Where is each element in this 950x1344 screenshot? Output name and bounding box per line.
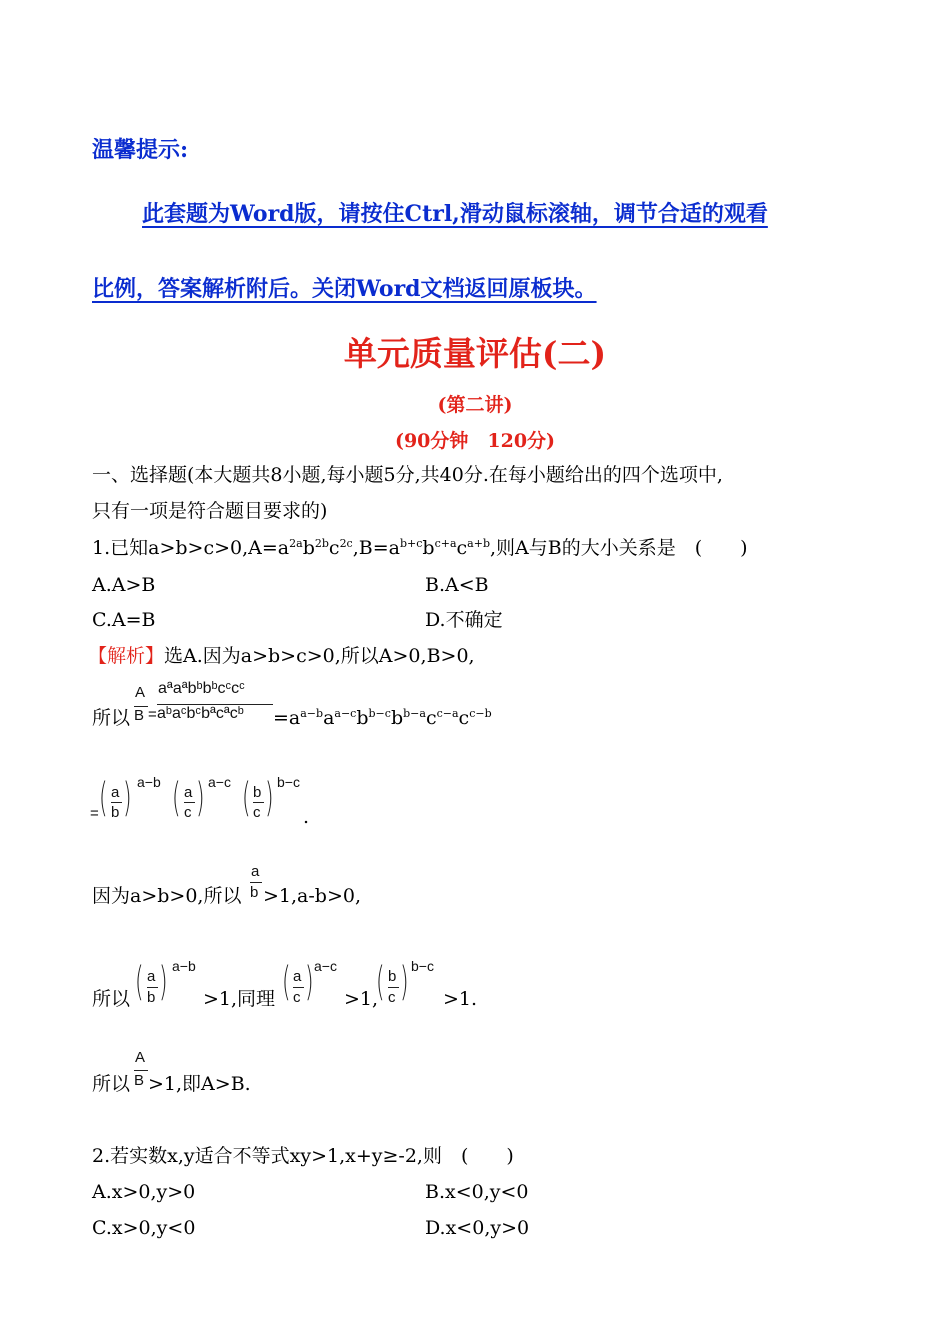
paren-left: ( bbox=[135, 959, 144, 1005]
num-a: a bbox=[184, 784, 193, 801]
paren-right: ) bbox=[265, 775, 274, 821]
num-b: b bbox=[388, 968, 397, 985]
question-2-stem: 2.若实数x,y适合不等式xy>1,x+y≥-2,则 ( ) bbox=[92, 1145, 514, 1167]
exp-b-minus-c: b−c bbox=[277, 774, 300, 790]
lecture-subtitle: (第二讲) bbox=[437, 394, 513, 416]
den-c: c bbox=[388, 987, 399, 1005]
question-1-stem: 1.已知$a>b>c>0,A=a^{2a}b^{2b}c^{2c},B=a^{b+c}b^{c+a}c^{a+b}$,则A与B的大小关系是 ( ) bbox=[92, 537, 748, 559]
section-intro-line-2: 只有一项是符合题目要求的) bbox=[92, 500, 328, 522]
num-a: a bbox=[293, 968, 302, 985]
paren-right: ) bbox=[159, 959, 168, 1005]
paren-left: ( bbox=[282, 959, 291, 1005]
gt-one-comma: >1, bbox=[344, 988, 379, 1010]
exp-a-minus-b: a−b bbox=[137, 774, 161, 790]
gt-one-period: >1. bbox=[443, 988, 478, 1010]
q2-option-c: C.x>0,y<0 bbox=[92, 1217, 196, 1239]
paren-left: ( bbox=[376, 959, 385, 1005]
q1-solution-line: 【解析】选A.因为a>b>c>0,所以A>0,B>0, bbox=[88, 645, 475, 667]
q1-option-c: C.A=B bbox=[92, 609, 156, 631]
exp-a-minus-c: a−c bbox=[208, 774, 231, 790]
den-c: c bbox=[253, 802, 264, 820]
frac-B-den: B bbox=[134, 706, 148, 723]
q1-option-d: D.不确定 bbox=[425, 609, 503, 631]
frac-equals: = bbox=[148, 706, 157, 723]
time-score: (90分钟 120分) bbox=[394, 430, 556, 452]
num-a: a bbox=[111, 784, 120, 801]
q1-expanded-result: $=a^{a-b}a^{a-c}b^{b-c}b^{b-a}c^{c-a}c^{c-b}$ bbox=[273, 707, 492, 729]
frac-B-den: B bbox=[134, 1070, 148, 1088]
paren-left: ( bbox=[172, 775, 181, 821]
frac-A-num: A bbox=[135, 684, 146, 701]
tip-line-1: 此套题为Word版，请按住Ctrl,滑动鼠标滚轴，调节合适的观看 bbox=[142, 201, 768, 227]
q1-so-label-3: 所以 bbox=[92, 1073, 131, 1095]
q1-because-end: >1,a-b>0, bbox=[263, 885, 362, 907]
paren-right: ) bbox=[123, 775, 132, 821]
frac-big-denominator: aᵇaᶜbᶜbªcªcᵇ bbox=[157, 704, 273, 722]
q2-option-b: B.x<0,y<0 bbox=[425, 1181, 529, 1203]
paren-right: ) bbox=[400, 959, 409, 1005]
q2-option-d: D.x<0,y>0 bbox=[425, 1217, 530, 1239]
q1-conclusion: >1,即A>B. bbox=[148, 1073, 251, 1095]
section-intro-line-1: 一、选择题(本大题共8小题,每小题5分,共40分.在每小题给出的四个选项中, bbox=[92, 464, 723, 486]
exp-b-minus-c: b−c bbox=[411, 958, 434, 974]
num-a: a bbox=[147, 968, 156, 985]
solution-tag: 【解析】 bbox=[88, 645, 165, 667]
den-b: b bbox=[147, 987, 158, 1005]
q1-so-label-2: 所以 bbox=[92, 988, 131, 1010]
exp-a-minus-b: a−b bbox=[172, 958, 196, 974]
frac-a-num: a bbox=[251, 863, 260, 880]
q1-because-label: 因为a>b>0,所以 bbox=[92, 885, 242, 907]
q1-option-b: B.A<B bbox=[425, 574, 489, 596]
den-c: c bbox=[293, 987, 304, 1005]
frac-big-numerator: aªaªbᵇbᵇcᶜcᶜ bbox=[158, 680, 245, 697]
den-c: c bbox=[184, 802, 195, 820]
period: . bbox=[303, 806, 310, 828]
paren-left: ( bbox=[242, 775, 251, 821]
exp-a-minus-c: a−c bbox=[314, 958, 337, 974]
q1-option-a: A.A>B bbox=[92, 574, 156, 596]
paren-left: ( bbox=[99, 775, 108, 821]
tip-line-2: 比例，答案解析附后。关闭Word文档返回原板块。 bbox=[92, 276, 597, 302]
q2-option-a: A.x>0,y>0 bbox=[92, 1181, 196, 1203]
den-b: b bbox=[111, 802, 122, 820]
paren-right: ) bbox=[196, 775, 205, 821]
tip-heading: 温馨提示: bbox=[92, 137, 189, 163]
frac-A-num: A bbox=[135, 1049, 146, 1066]
frac-b-den: b bbox=[250, 882, 262, 900]
page-title: 单元质量评估(二) bbox=[343, 334, 607, 373]
gt-one-same: >1,同理 bbox=[203, 988, 276, 1010]
power-product-equals: = bbox=[90, 805, 99, 822]
q1-so-label-1: 所以 bbox=[92, 707, 131, 729]
paren-right: ) bbox=[305, 959, 314, 1005]
num-b: b bbox=[253, 784, 262, 801]
